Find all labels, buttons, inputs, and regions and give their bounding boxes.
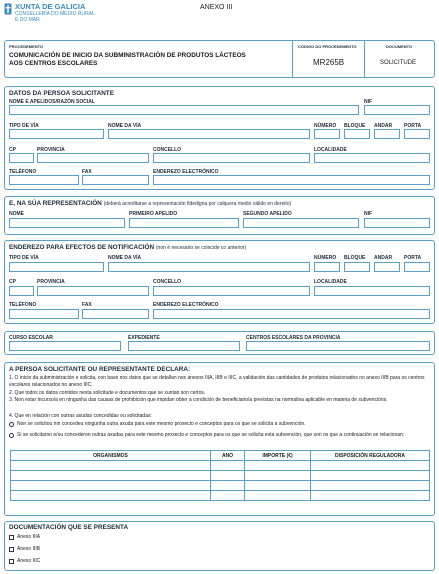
notif-road-type-field[interactable] bbox=[9, 262, 104, 272]
notification-title-text: ENDEREZO PARA EFECTOS DE NOTIFICACIÓN bbox=[9, 244, 155, 251]
rep-surname1-field[interactable] bbox=[129, 218, 239, 228]
notif-phone-label: TELÉFONO bbox=[9, 302, 37, 308]
xunta-logo bbox=[4, 2, 12, 14]
applicant-nif-label: NIF bbox=[364, 99, 373, 105]
representative-title bbox=[9, 200, 291, 207]
declaration-p2: 2. Que todos os datos contidos nesta solicitude e documentos que se xuntan son certos. bbox=[9, 390, 206, 396]
declaration-title: A PERSOA SOLICITANTE OU REPRESENTANTE DECLARA: bbox=[9, 366, 191, 373]
notif-door-label: PORTA bbox=[404, 255, 422, 261]
code-label: CÓDIGO DO PROCEDEMENTO bbox=[298, 44, 357, 49]
option-other-aid-radio[interactable] bbox=[9, 433, 14, 438]
notif-fax-field[interactable] bbox=[82, 309, 149, 319]
doc-label: DOCUMENTO bbox=[386, 44, 413, 49]
notification-subtitle: (non é necesario se coincide co anterior) bbox=[155, 245, 247, 251]
notif-fax-label: FAX bbox=[82, 302, 92, 308]
applicant-road-name-label: NOME DA VÍA bbox=[108, 123, 142, 129]
doc-annex-a-label: Anexo IIIA bbox=[17, 534, 41, 540]
option-no-aid-label: Non se solicitou nin concedeu ningunha outra axuda para este mesmo proxecto e conceptos para os que se solicita a subvención. bbox=[17, 421, 306, 427]
applicant-road-name-field[interactable] bbox=[108, 129, 310, 139]
applicant-fax-field[interactable] bbox=[82, 175, 149, 185]
applicant-locality-label: LOCALIDADE bbox=[314, 147, 347, 153]
notif-number-label: NÚMERO bbox=[314, 255, 337, 261]
notif-cp-label: CP bbox=[9, 279, 16, 285]
applicant-nif-field[interactable] bbox=[364, 105, 430, 115]
applicant-road-type-label: TIPO DE VÍA bbox=[9, 123, 39, 129]
code-value: MR265B bbox=[313, 58, 345, 67]
file-field[interactable] bbox=[128, 341, 240, 351]
notif-email-label: ENDEREZO ELECTRÓNICO bbox=[153, 302, 219, 308]
annex-title: ANEXO III bbox=[200, 4, 233, 11]
applicant-door-label: PORTA bbox=[404, 123, 422, 129]
aid-table-row[interactable] bbox=[11, 471, 430, 481]
notif-block-field[interactable] bbox=[344, 262, 370, 272]
rep-surname2-field[interactable] bbox=[243, 218, 359, 228]
course-label: CURSO ESCOLAR bbox=[9, 335, 53, 341]
xunta-cross-icon bbox=[4, 3, 12, 15]
doc-annex-b-label: Anexo IIIB bbox=[17, 546, 41, 552]
notif-door-field[interactable] bbox=[404, 262, 430, 272]
notif-number-field[interactable] bbox=[314, 262, 340, 272]
notif-road-name-label: NOME DA VÍA bbox=[108, 255, 142, 261]
notif-council-field[interactable] bbox=[153, 286, 310, 296]
notification-title bbox=[9, 244, 246, 251]
applicant-name-label: NOME E APELIDOS/RAZÓN SOCIAL bbox=[9, 99, 95, 105]
logo-dept-2: E DO MAR bbox=[15, 17, 40, 23]
logo-dept-1: CONSELLERÍA DO MEDIO RURAL bbox=[15, 11, 95, 17]
notif-email-field[interactable] bbox=[153, 309, 430, 319]
applicant-cp-field[interactable] bbox=[9, 153, 34, 163]
applicant-road-type-field[interactable] bbox=[9, 129, 104, 139]
applicant-email-label: ENDEREZO ELECTRÓNICO bbox=[153, 169, 219, 175]
applicant-phone-field[interactable] bbox=[9, 175, 79, 185]
applicant-door-field[interactable] bbox=[404, 129, 430, 139]
applicant-fax-label: FAX bbox=[82, 169, 92, 175]
notif-locality-field[interactable] bbox=[314, 286, 430, 296]
notif-locality-label: LOCALIDADE bbox=[314, 279, 347, 285]
notif-block-label: BLOQUE bbox=[344, 255, 366, 261]
notif-floor-label: ANDAR bbox=[374, 255, 393, 261]
centers-label: CENTROS ESCOLARES DA PROVINCIA bbox=[246, 335, 341, 341]
applicant-title: DATOS DA PERSOA SOLICITANTE bbox=[9, 90, 114, 97]
aid-table-row[interactable] bbox=[11, 461, 430, 471]
declaration-p1: 1. O inicio da subministración e solicita, con base nos datos que se detallan nos anexos IIIA, IIIB e IIIC, a validación das cantidades de produtos relacionados no anexo IIIB para os centros escolares relacionados no anexo IIIC. bbox=[9, 375, 425, 388]
doc-annex-b-checkbox[interactable] bbox=[9, 547, 14, 552]
applicant-number-field[interactable] bbox=[314, 129, 340, 139]
aid-col-amount: IMPORTE (€) bbox=[245, 451, 311, 461]
doc-annex-c-label: Anexo IIIC bbox=[17, 558, 41, 564]
applicant-number-label: NÚMERO bbox=[314, 123, 337, 129]
logo-title: XUNTA DE GALICIA bbox=[15, 2, 86, 11]
applicant-email-field[interactable] bbox=[153, 175, 430, 185]
declaration-p3: 3. Non estar incurso/a en ningunha das causas de prohibición que impidan obter a condición de beneficiario/a previstas na normativa aplicable en materia de subvencións. bbox=[9, 397, 388, 403]
applicant-province-field[interactable] bbox=[37, 153, 149, 163]
notif-province-label: PROVINCIA bbox=[37, 279, 65, 285]
rep-name-label: NOME bbox=[9, 211, 24, 217]
applicant-province-label: PROVINCIA bbox=[37, 147, 65, 153]
representative-subtitle: (deberá acreditarse a representación fidedigna por calquera medio válido en dereito) bbox=[103, 201, 292, 207]
rep-surname2-label: SEGUNDO APELIDO bbox=[243, 211, 292, 217]
doc-annex-a-checkbox[interactable] bbox=[9, 535, 14, 540]
notif-phone-field[interactable] bbox=[9, 309, 79, 319]
doc-annex-c-checkbox[interactable] bbox=[9, 559, 14, 564]
notif-road-type-label: TIPO DE VÍA bbox=[9, 255, 39, 261]
aid-table-header bbox=[11, 451, 430, 461]
aid-table bbox=[10, 450, 430, 501]
applicant-council-field[interactable] bbox=[153, 153, 310, 163]
option-other-aid-label: Si se solicitaron e/ou concederon outras axudas para este mesmo proxecto e conceptos para os que se solicita esta subvención, que son os que a continuación se relacionan: bbox=[17, 432, 405, 438]
option-no-aid-radio[interactable] bbox=[9, 422, 14, 427]
file-label: EXPEDIENTE bbox=[128, 335, 160, 341]
rep-name-field[interactable] bbox=[9, 218, 125, 228]
applicant-floor-label: ANDAR bbox=[374, 123, 393, 129]
aid-table-row[interactable] bbox=[11, 481, 430, 491]
notif-cp-field[interactable] bbox=[9, 286, 34, 296]
doc-value: SOLICITUDE bbox=[380, 60, 417, 66]
centers-field[interactable] bbox=[246, 341, 430, 351]
declaration-p4: 4. Que en relación con outras axudas concedidas ou solicitadas: bbox=[9, 413, 152, 419]
applicant-cp-label: CP bbox=[9, 147, 16, 153]
representative-title-text: E, NA SÚA REPRESENTACIÓN bbox=[9, 200, 102, 207]
procedure-title-1: COMUNICACIÓN DE INICIO DA SUBMINISTRACIÓN DE PRODUTOS LÁCTEOS bbox=[9, 52, 246, 59]
applicant-council-label: CONCELLO bbox=[153, 147, 182, 153]
applicant-locality-field[interactable] bbox=[314, 153, 430, 163]
notif-floor-field[interactable] bbox=[374, 262, 400, 272]
notif-province-field[interactable] bbox=[37, 286, 149, 296]
aid-col-year: ANO bbox=[211, 451, 245, 461]
aid-col-regulation: DISPOSICIÓN REGULADORA bbox=[311, 451, 430, 461]
rep-nif-field[interactable] bbox=[364, 218, 430, 228]
procedure-title-2: AOS CENTROS ESCOLARES bbox=[9, 60, 98, 67]
notif-road-name-field[interactable] bbox=[108, 262, 310, 272]
applicant-block-label: BLOQUE bbox=[344, 123, 366, 129]
applicant-name-field[interactable] bbox=[9, 105, 359, 115]
applicant-block-field[interactable] bbox=[344, 129, 370, 139]
procedure-box bbox=[4, 40, 435, 78]
aid-col-organisms: ORGANISMOS bbox=[11, 451, 211, 461]
documents-title: DOCUMENTACIÓN QUE SE PRESENTA bbox=[9, 524, 129, 531]
notif-council-label: CONCELLO bbox=[153, 279, 182, 285]
rep-nif-label: NIF bbox=[364, 211, 373, 217]
applicant-phone-label: TELÉFONO bbox=[9, 169, 37, 175]
rep-surname1-label: PRIMEIRO APELIDO bbox=[129, 211, 178, 217]
procedure-label: PROCEDEMENTO bbox=[9, 44, 44, 49]
course-field[interactable] bbox=[9, 341, 121, 351]
applicant-floor-field[interactable] bbox=[374, 129, 400, 139]
aid-table-row[interactable] bbox=[11, 491, 430, 501]
